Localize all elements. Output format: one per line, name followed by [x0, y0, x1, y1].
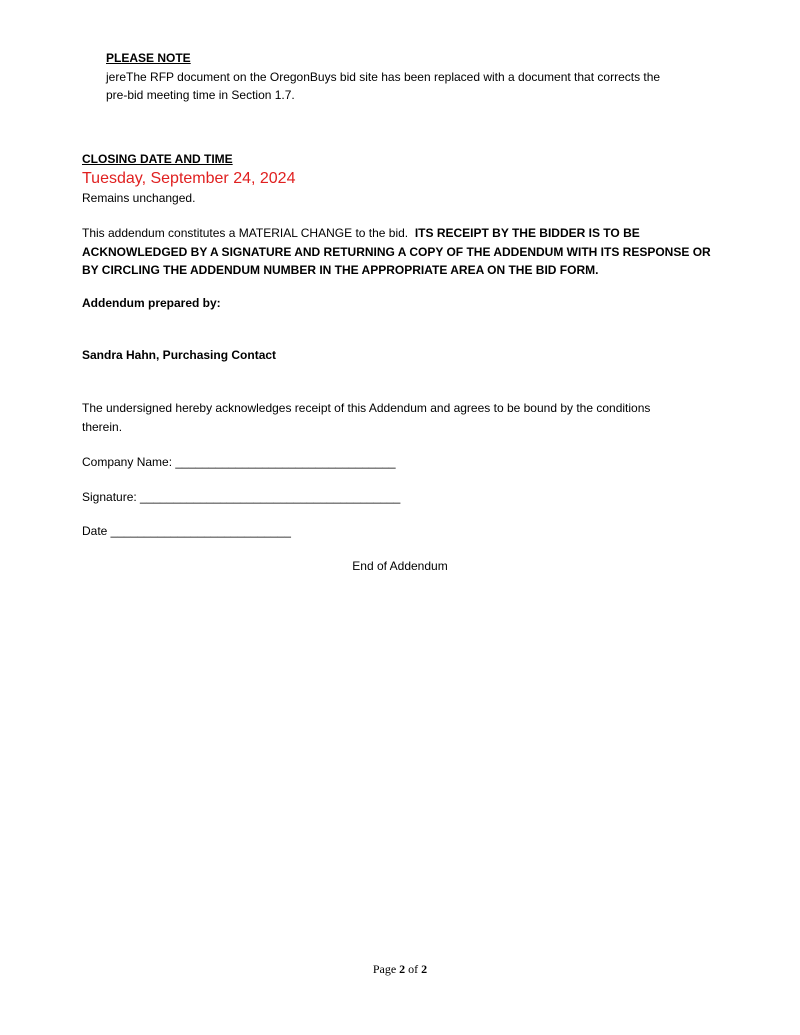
page-current: 2	[399, 962, 406, 976]
closing-date-heading: CLOSING DATE AND TIME	[82, 152, 233, 166]
material-change-bold-text-1: ITS RECEIPT BY THE BIDDER IS TO BE	[414, 226, 640, 240]
material-change-bold-text-3: BY CIRCLING THE ADDENDUM NUMBER IN THE APPROPRIATE AREA ON THE BID FORM.	[82, 263, 599, 277]
signature-field[interactable]: Signature: _______________________________________	[82, 490, 401, 504]
date-field[interactable]: Date ___________________________	[82, 524, 291, 538]
prepared-by-label: Addendum prepared by:	[82, 296, 221, 310]
closing-date-section	[82, 150, 722, 207]
end-of-addendum: End of Addendum	[352, 559, 448, 573]
closing-date-status: Remains unchanged.	[82, 190, 196, 205]
please-note-heading: PLEASE NOTE	[106, 51, 191, 65]
material-change-line-1	[82, 224, 742, 243]
please-note-section	[106, 49, 746, 105]
page-number-footer	[0, 960, 800, 979]
acknowledgement-line-2: therein.	[82, 419, 123, 434]
please-note-line-1: jereThe RFP document on the OregonBuys bid site has been replaced with a document that corrects the	[106, 69, 661, 84]
company-name-field[interactable]: Company Name: _________________________________	[82, 455, 396, 469]
material-change-paragraph	[82, 224, 742, 280]
acknowledgement-line-1: The undersigned hereby acknowledges receipt of this Addendum and agrees to be bound by the conditions	[82, 401, 651, 415]
closing-date-value: Tuesday, September 24, 2024	[82, 169, 296, 187]
material-change-normal-text: This addendum constitutes a MATERIAL CHANGE to the bid.	[82, 226, 415, 240]
page-total: 2	[421, 962, 428, 976]
acknowledgement-paragraph	[82, 399, 742, 436]
page-of: of	[405, 962, 422, 976]
material-change-bold-text-2: ACKNOWLEDGED BY A SIGNATURE AND RETURNING A COPY OF THE ADDENDUM WITH ITS RESPONSE OR	[82, 244, 711, 259]
please-note-line-2: pre-bid meeting time in Section 1.7.	[106, 88, 295, 102]
prepared-by-name: Sandra Hahn, Purchasing Contact	[82, 348, 277, 362]
page-prefix: Page	[372, 962, 400, 976]
